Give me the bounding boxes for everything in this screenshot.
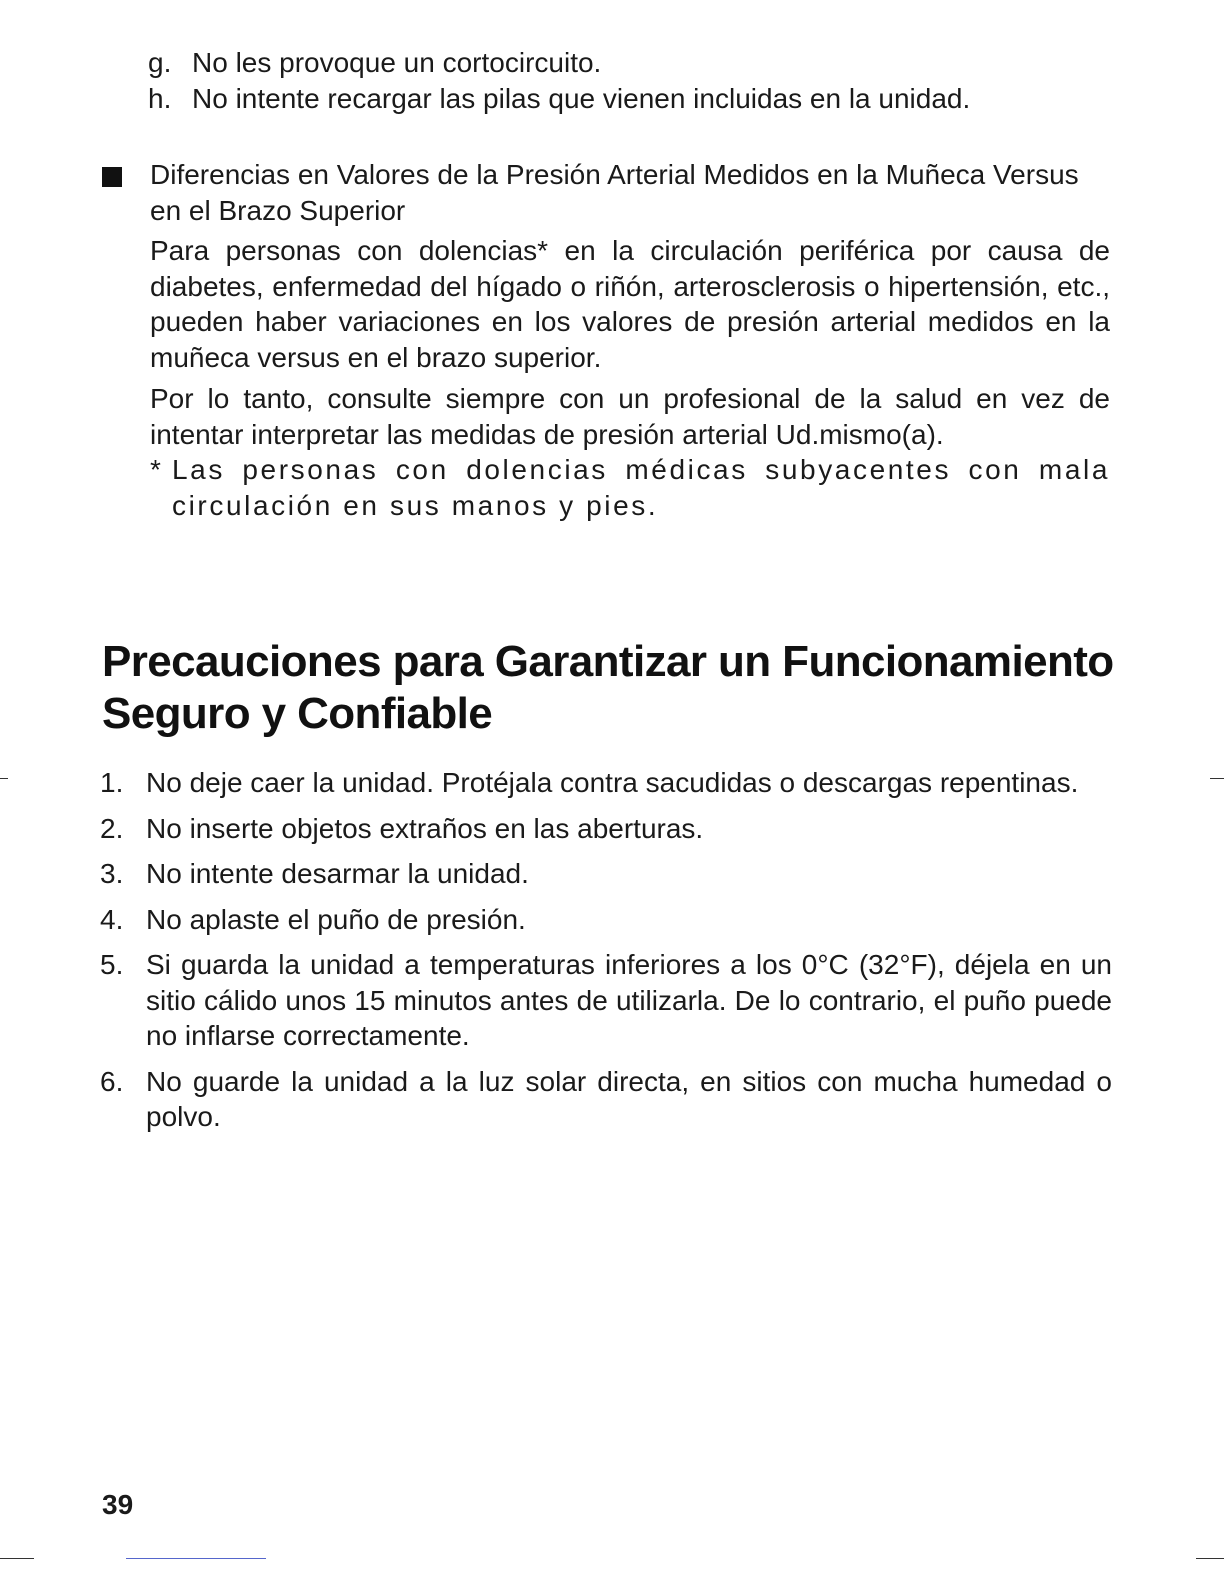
list-item [100,811,1112,847]
crop-mark-bottom-left [0,1558,34,1559]
crop-mark-right [1210,778,1224,779]
footnote-mark: * [150,454,161,485]
crop-mark-left [0,778,8,779]
item-letter: h. [148,83,172,114]
item-number: 4. [100,903,124,935]
page-heading: Precauciones para Garantizar un Funcionamiento Seguro y Confiable [102,637,1114,738]
item-text: Si guarda la unidad a temperaturas inferiores a los 0°C (32°F), déjela en un sitio cálido unos 15 minutos antes de utilizarla. De lo contrario, el puño puede no inflarse correctamente. [146,949,1112,1051]
item-text: No inserte objetos extraños en las aberturas. [146,812,704,844]
footnote-text: Las personas con dolencias médicas subyacentes con mala circulación en sus manos y pies. [172,454,1110,521]
item-text: No intente desarmar la unidad. [146,858,529,889]
list-item-g [148,45,601,81]
item-text: No guarde la unidad a la luz solar directa, en sitios con mucha humedad o polvo. [146,1065,1112,1132]
list-item [100,856,1112,892]
item-number: 5. [100,949,124,980]
precautions-list [100,765,1112,1145]
item-letter: g. [148,47,172,78]
square-bullet-icon [102,167,122,187]
list-item [100,1064,1112,1135]
section-paragraph: Para personas con dolencias* en la circulación periférica por causa de diabetes, enfermedad del hígado o riñón, arterosclerosis o hipertensión, etc., pueden haber variaciones en los valores de presión arterial medidos en la muñeca versus en el brazo superior. [150,235,1110,373]
list-item [100,765,1112,801]
page-number: 39 [102,1489,134,1520]
item-text: No deje caer la unidad. Protéjala contra sacudidas o descargas repentinas. [146,767,1079,798]
item-number: 3. [100,858,124,889]
item-number: 1. [100,767,124,798]
item-text: No intente recargar las pilas que vienen incluidas en la unidad. [192,83,971,114]
section-paragraph: Por lo tanto, consulte siempre con un profesional de la salud en vez de intentar interpretar las medidas de presión arterial Ud.mismo(a). [150,383,1110,450]
crop-mark-bottom-right [1196,1558,1224,1559]
list-item [100,902,1112,938]
item-number: 6. [100,1065,124,1097]
item-text: No aplaste el puño de presión. [146,903,526,935]
list-item [100,947,1112,1054]
footnote [150,452,1110,523]
footer-rule [126,1558,266,1559]
list-item-h [148,81,970,117]
item-text: No les provoque un cortocircuito. [192,47,602,78]
section-subtitle: Diferencias en Valores de la Presión Arterial Medidos en la Muñeca Versus en el Brazo Superior [150,159,1079,226]
item-number: 2. [100,812,124,844]
